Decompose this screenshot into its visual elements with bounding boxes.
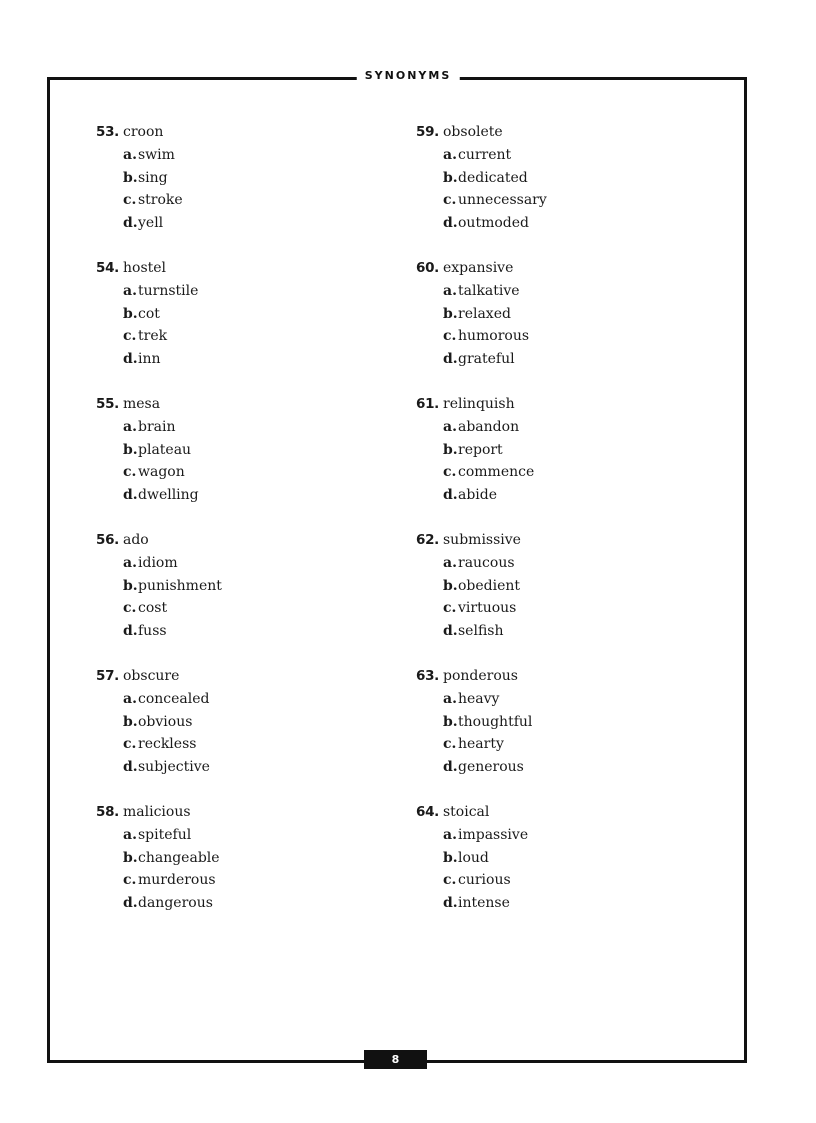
question-line [416,668,716,691]
question-number: 54. [96,260,120,276]
answer-option [96,555,396,578]
option-text: plateau [138,441,192,458]
answer-option [416,691,716,714]
option-letter: c. [443,328,457,345]
answer-option [96,850,396,873]
answer-option [416,442,716,465]
option-text: grateful [458,350,515,367]
option-letter: a. [443,827,457,843]
question-item [96,532,396,668]
option-text: wagon [138,464,185,481]
answer-option [96,736,396,759]
answer-option [96,306,396,329]
option-text: punishment [138,577,222,594]
left-column [96,124,396,940]
option-text: reckless [138,736,197,753]
option-letter: a. [443,555,457,571]
answer-option [96,578,396,601]
right-column [416,124,716,940]
answer-option [96,192,396,215]
option-text: generous [458,758,524,775]
answer-option [416,192,716,215]
question-line [96,124,396,147]
question-word: stoical [443,804,490,820]
question-number: 56. [96,532,120,548]
question-number: 61. [416,396,440,412]
option-letter: a. [123,147,137,163]
option-letter: c. [123,328,137,345]
option-text: concealed [138,691,210,707]
option-letter: a. [123,691,137,707]
answer-option [96,872,396,895]
answer-option [96,714,396,737]
question-line [96,668,396,691]
question-word: relinquish [443,396,515,412]
option-letter: c. [123,872,137,889]
question-item [416,668,716,804]
option-text: hearty [458,736,504,753]
option-letter: b. [443,169,458,186]
option-letter: c. [123,192,137,209]
question-number: 55. [96,396,120,412]
question-line [416,396,716,419]
answer-option [96,487,396,510]
option-letter: b. [443,713,458,730]
answer-option [416,464,716,487]
question-word: croon [123,124,164,140]
answer-option [416,283,716,306]
option-text: dwelling [138,486,199,503]
answer-option [96,351,396,374]
option-letter: b. [123,441,138,458]
question-item [416,124,716,260]
answer-option [416,827,716,850]
question-number: 62. [416,532,440,548]
option-letter: c. [443,192,457,209]
option-letter: d. [123,486,138,503]
option-letter: c. [443,736,457,753]
option-letter: d. [123,894,138,911]
option-letter: d. [123,214,138,231]
question-item [96,124,396,260]
option-text: report [458,441,503,458]
question-line [416,804,716,827]
answer-option [96,147,396,170]
question-word: hostel [123,260,167,276]
option-letter: d. [443,486,458,503]
option-text: humorous [458,328,530,345]
answer-option [96,691,396,714]
option-letter: d. [443,622,458,639]
option-text: obvious [138,713,193,730]
option-text: thoughtful [458,713,533,730]
option-text: commence [458,464,535,481]
option-text: cot [138,305,160,322]
question-word: expansive [443,260,514,276]
page-header-title: SYNONYMS [357,69,460,82]
answer-option [96,600,396,623]
answer-option [96,215,396,238]
answer-option [416,736,716,759]
answer-option [416,578,716,601]
answer-option [416,328,716,351]
option-letter: b. [123,713,138,730]
answer-option [96,759,396,782]
answer-option [96,419,396,442]
option-text: inn [138,350,161,367]
option-letter: b. [443,577,458,594]
option-letter: a. [123,419,137,435]
option-letter: c. [123,600,137,617]
question-line [96,396,396,419]
question-word: ponderous [443,668,518,684]
answer-option [96,442,396,465]
question-item [96,668,396,804]
option-text: idiom [138,555,178,571]
question-number: 63. [416,668,440,684]
option-letter: b. [443,305,458,322]
question-item [416,260,716,396]
answer-option [96,464,396,487]
option-letter: b. [123,305,138,322]
option-letter: a. [443,283,457,299]
question-line [416,260,716,283]
option-text: dangerous [138,894,213,911]
answer-option [416,600,716,623]
option-text: unnecessary [458,192,547,209]
question-word: malicious [123,804,191,820]
option-text: selfish [458,622,504,639]
option-text: abide [458,486,498,503]
question-line [96,804,396,827]
option-letter: b. [123,577,138,594]
answer-option [416,714,716,737]
option-text: dedicated [458,169,528,186]
question-line [416,124,716,147]
question-line [96,260,396,283]
option-letter: a. [443,147,457,163]
option-text: current [458,147,512,163]
question-item [96,804,396,940]
option-text: murderous [138,872,216,889]
option-letter: c. [443,464,457,481]
answer-option [96,283,396,306]
question-number: 53. [96,124,120,140]
answer-option [416,895,716,918]
question-number: 58. [96,804,120,820]
question-word: mesa [123,396,161,412]
option-text: turnstile [138,283,199,299]
option-letter: a. [123,827,137,843]
option-text: stroke [138,192,183,209]
question-word: submissive [443,532,521,548]
option-letter: b. [123,849,138,866]
answer-option [416,170,716,193]
question-item [416,396,716,532]
option-letter: a. [123,555,137,571]
question-item [96,396,396,532]
answer-option [96,623,396,646]
option-text: brain [138,419,176,435]
answer-option [416,623,716,646]
option-letter: a. [123,283,137,299]
answer-option [96,170,396,193]
question-number: 59. [416,124,440,140]
option-letter: d. [443,350,458,367]
answer-option [416,759,716,782]
option-text: trek [138,328,168,345]
option-text: obedient [458,577,521,594]
option-letter: b. [443,849,458,866]
page-number: 8 [364,1050,427,1069]
answer-option [416,555,716,578]
option-text: talkative [458,283,520,299]
option-text: relaxed [458,305,511,322]
option-text: intense [458,894,510,911]
answer-option [416,419,716,442]
option-letter: d. [123,350,138,367]
option-letter: b. [123,169,138,186]
answer-option [416,306,716,329]
option-text: sing [138,169,168,186]
answer-option [96,328,396,351]
option-text: yell [138,214,164,231]
option-text: impassive [458,827,529,843]
answer-option [416,215,716,238]
option-letter: b. [443,441,458,458]
option-letter: d. [443,758,458,775]
question-number: 57. [96,668,120,684]
option-text: virtuous [458,600,517,617]
option-text: heavy [458,691,500,707]
question-number: 64. [416,804,440,820]
option-letter: d. [443,214,458,231]
option-text: cost [138,600,168,617]
option-text: swim [138,147,175,163]
option-text: abandon [458,419,520,435]
option-text: raucous [458,555,515,571]
option-letter: d. [123,758,138,775]
option-letter: a. [443,419,457,435]
option-text: outmoded [458,214,529,231]
question-item [96,260,396,396]
option-letter: c. [443,872,457,889]
option-letter: a. [443,691,457,707]
answer-option [416,872,716,895]
option-letter: c. [123,736,137,753]
question-line [416,532,716,555]
question-word: obsolete [443,124,503,140]
option-text: curious [458,872,511,889]
question-word: obscure [123,668,180,684]
answer-option [416,351,716,374]
question-item [416,532,716,668]
option-text: changeable [138,849,220,866]
option-letter: d. [123,622,138,639]
question-line [96,532,396,555]
option-letter: d. [443,894,458,911]
answer-option [96,895,396,918]
question-word: ado [123,532,149,548]
answer-option [416,850,716,873]
question-number: 60. [416,260,440,276]
option-text: fuss [138,622,167,639]
answer-option [416,147,716,170]
option-text: loud [458,849,489,866]
option-letter: c. [123,464,137,481]
option-letter: c. [443,600,457,617]
option-text: spiteful [138,827,192,843]
option-text: subjective [138,758,210,775]
answer-option [416,487,716,510]
question-item [416,804,716,940]
answer-option [96,827,396,850]
